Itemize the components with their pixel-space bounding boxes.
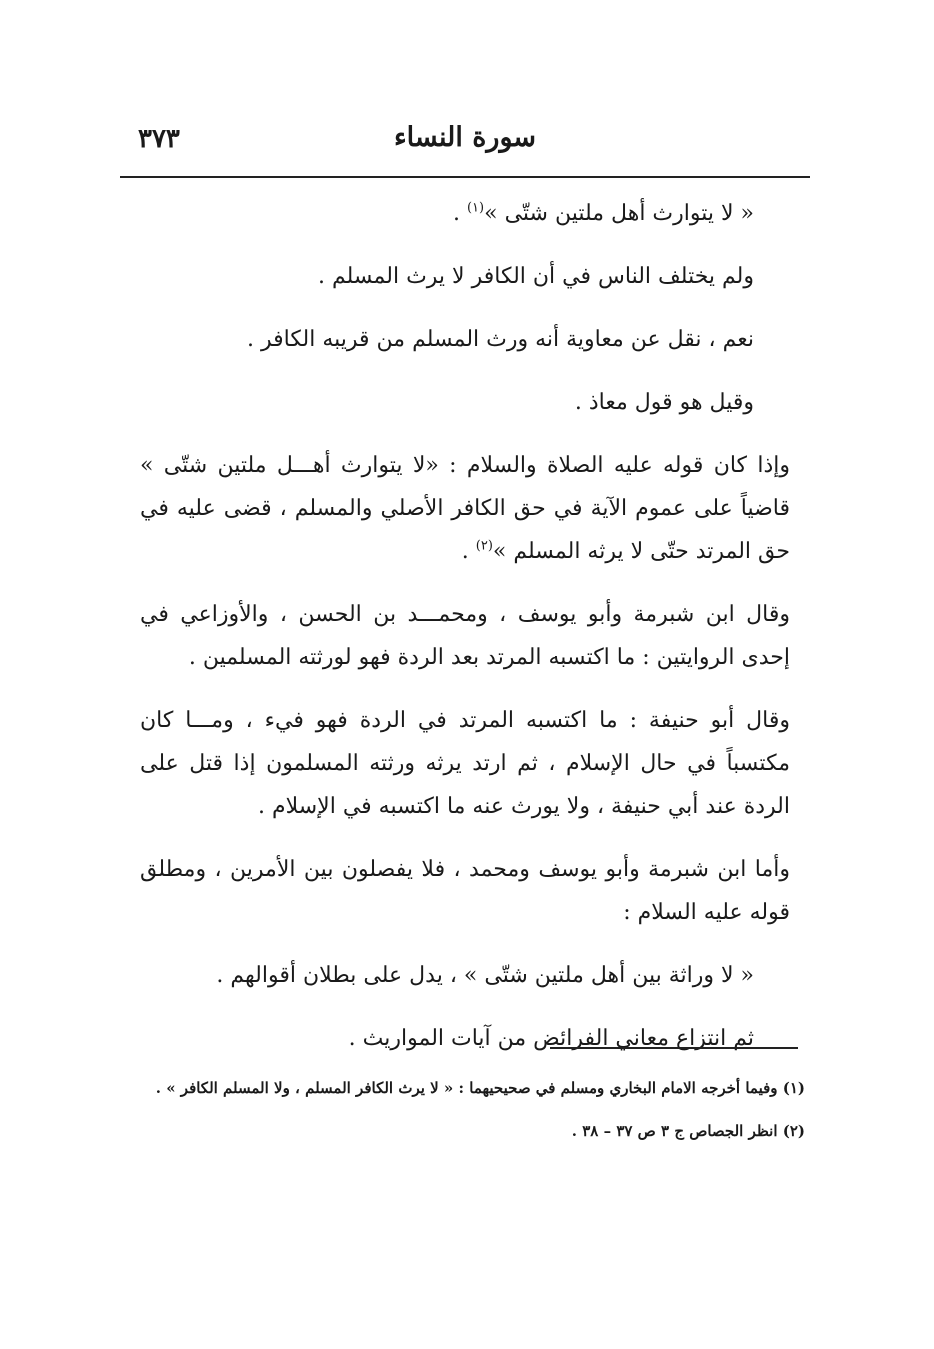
page-number: ٣٧٣ bbox=[138, 124, 180, 154]
footnote-marker: (١) bbox=[466, 200, 485, 216]
page-header bbox=[120, 118, 810, 168]
footnote-1: (١) وفيما أخرجه الامام البخاري ومسلم في صحيحيهما : « لا يرث الكافر المسلم ، ولا المسلم الكافر » . bbox=[155, 1079, 805, 1097]
paragraph: وقيل هو قول معاذ . bbox=[574, 390, 754, 415]
paragraph: وإذا كان قوله عليه الصلاة والسلام : «لا يتوارث أهـــل ملتين شتّى » قاضياً على عموم الآية في حق الكافر الأصلي والمسلم ، قضى عليه في حق المرتد حتّى لا يرثه المسلم »$^{(٢)}$ . bbox=[140, 453, 790, 564]
paragraph: وأما ابن شبرمة وأبو يوسف ومحمد ، فلا يفصلون بين الأمرين ، ومطلق قوله عليه السلام : bbox=[140, 857, 790, 925]
paragraph: « لا وراثة بين أهل ملتين شتّى » ، يدل على بطلان أقوالهم . bbox=[216, 963, 754, 988]
paragraph: وقال ابن شبرمة وأبو يوسف ، ومحمـــد بن الحسن ، والأوزاعي في إحدى الروايتين : ما اكتسبه المرتد بعد الردة فهو لورثته المسلمين . bbox=[140, 602, 790, 670]
paragraph: وقال أبو حنيفة : ما اكتسبه المرتد في الردة فهو فيء ، ومـــا كان مكتسباً في حال الإسلام ، ثم ارتد يرثه ورثته المسلمون إذا قتل على الردة عند أبي حنيفة ، ولا يورث عنه ما اكتسبه في الإسلام . bbox=[140, 708, 790, 819]
paragraph: ثم انتزاع معاني الفرائض من آيات المواريث . bbox=[348, 1026, 754, 1051]
header-divider bbox=[120, 176, 810, 178]
footnote-divider bbox=[550, 1047, 798, 1049]
paragraph: « لا يتوارث أهل ملتين شتّى »$^{(١)}$ . bbox=[452, 200, 754, 226]
footnote-2: (٢) انظر الجصاص ج ٣ ص ٣٧ – ٣٨ . bbox=[571, 1122, 805, 1140]
paragraph: ولم يختلف الناس في أن الكافر لا يرث المسلم . bbox=[318, 264, 754, 289]
paragraph: نعم ، نقل عن معاوية أنه ورث المسلم من قريبه الكافر . bbox=[247, 327, 754, 352]
main-text bbox=[140, 192, 790, 1080]
footnote-marker: (٢) bbox=[475, 538, 493, 554]
surah-title: سورة النساء bbox=[393, 122, 537, 153]
footnotes bbox=[140, 1074, 805, 1160]
